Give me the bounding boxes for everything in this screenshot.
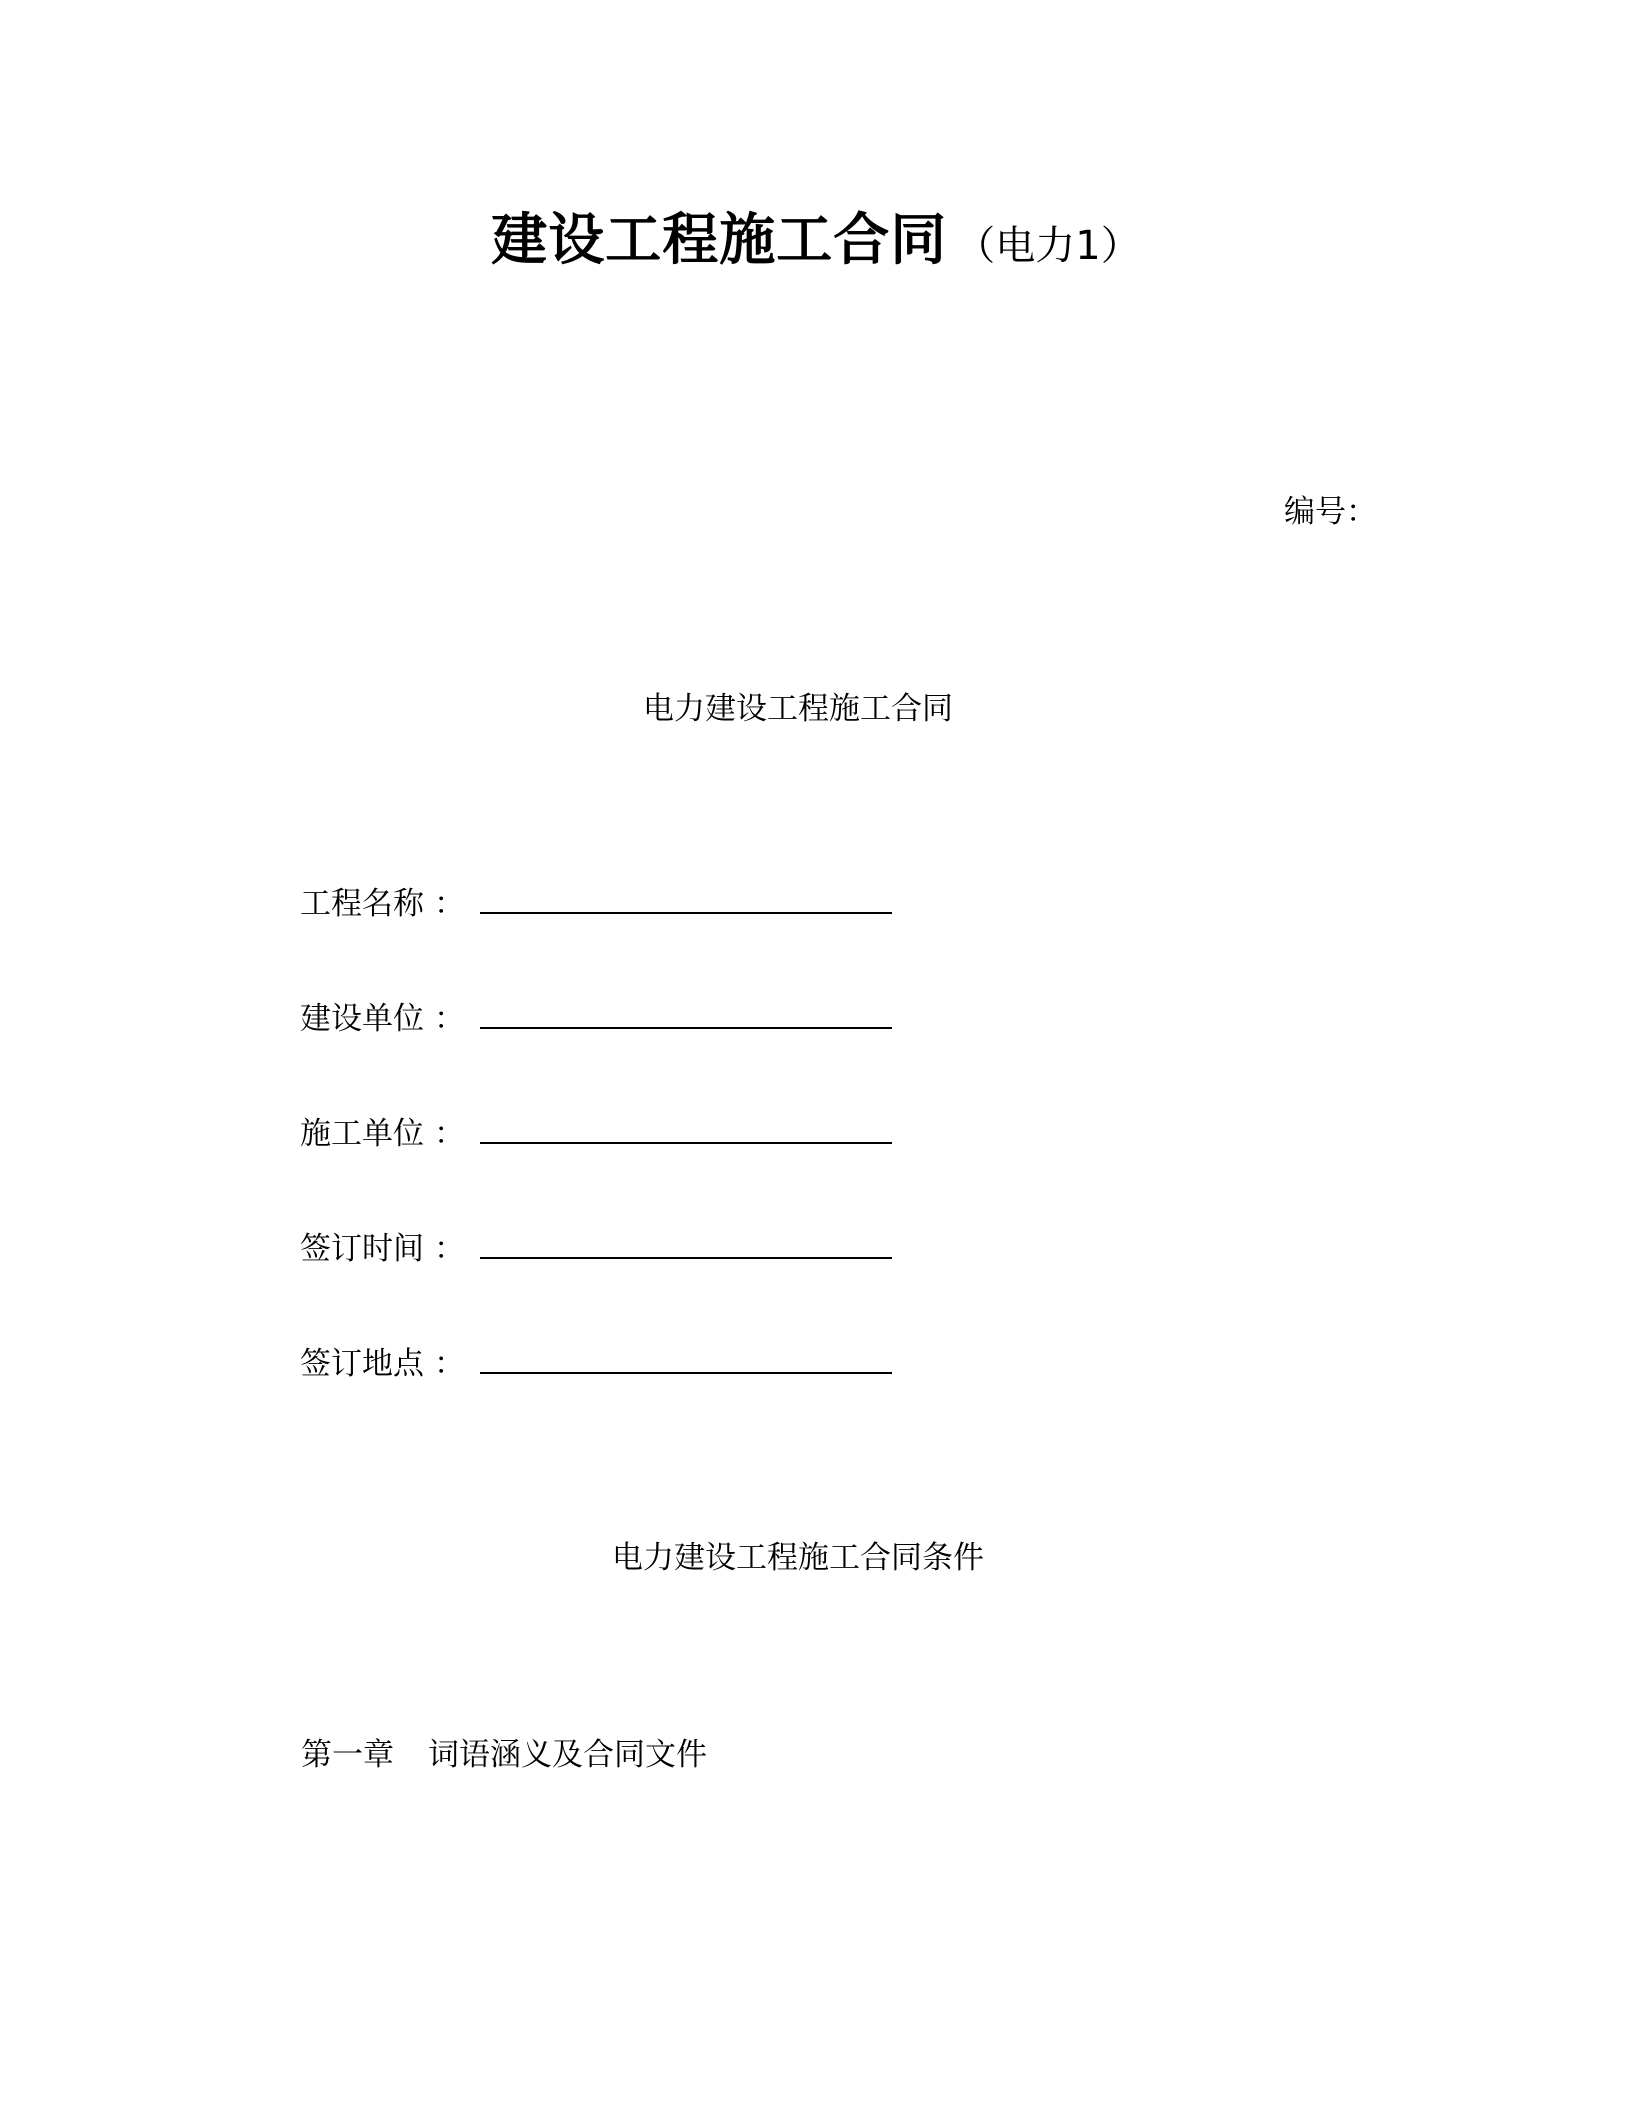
field-row-signing-place [300, 1338, 892, 1453]
field-colon: ： [434, 1231, 465, 1267]
field-colon: ： [434, 1346, 465, 1382]
field-row-contractor [300, 1108, 892, 1223]
field-row-project-name [300, 878, 892, 993]
contract-heading: 电力建设工程施工合同 [643, 691, 953, 727]
fill-in-line [480, 1108, 892, 1144]
field-label: 施工单位 [300, 1116, 424, 1152]
field-colon: ： [434, 1001, 465, 1037]
field-row-signing-date [300, 1223, 892, 1338]
field-colon: ： [434, 886, 465, 922]
fill-in-line [480, 1223, 892, 1259]
field-label: 签订时间 [300, 1231, 424, 1267]
chapter-title: 词语涵义及合同文件 [428, 1737, 707, 1773]
conditions-heading: 电力建设工程施工合同条件 [612, 1540, 984, 1576]
document-number-label: 编号： [1284, 494, 1377, 530]
chapter-number: 第一章 [301, 1737, 394, 1773]
chapter-heading [301, 1729, 707, 1774]
field-row-construction-owner [300, 993, 892, 1108]
field-label: 签订地点 [300, 1346, 424, 1382]
field-colon: ： [434, 1116, 465, 1152]
document-title [0, 196, 1632, 276]
field-label: 工程名称 [300, 886, 424, 922]
title-main: 建设工程施工合同 [491, 208, 948, 273]
fill-in-line [480, 878, 892, 914]
field-label: 建设单位 [300, 1001, 424, 1037]
fill-in-line [480, 993, 892, 1029]
fill-in-line [480, 1338, 892, 1374]
contract-fields [300, 878, 892, 1453]
title-suffix: （电力1） [955, 223, 1141, 269]
